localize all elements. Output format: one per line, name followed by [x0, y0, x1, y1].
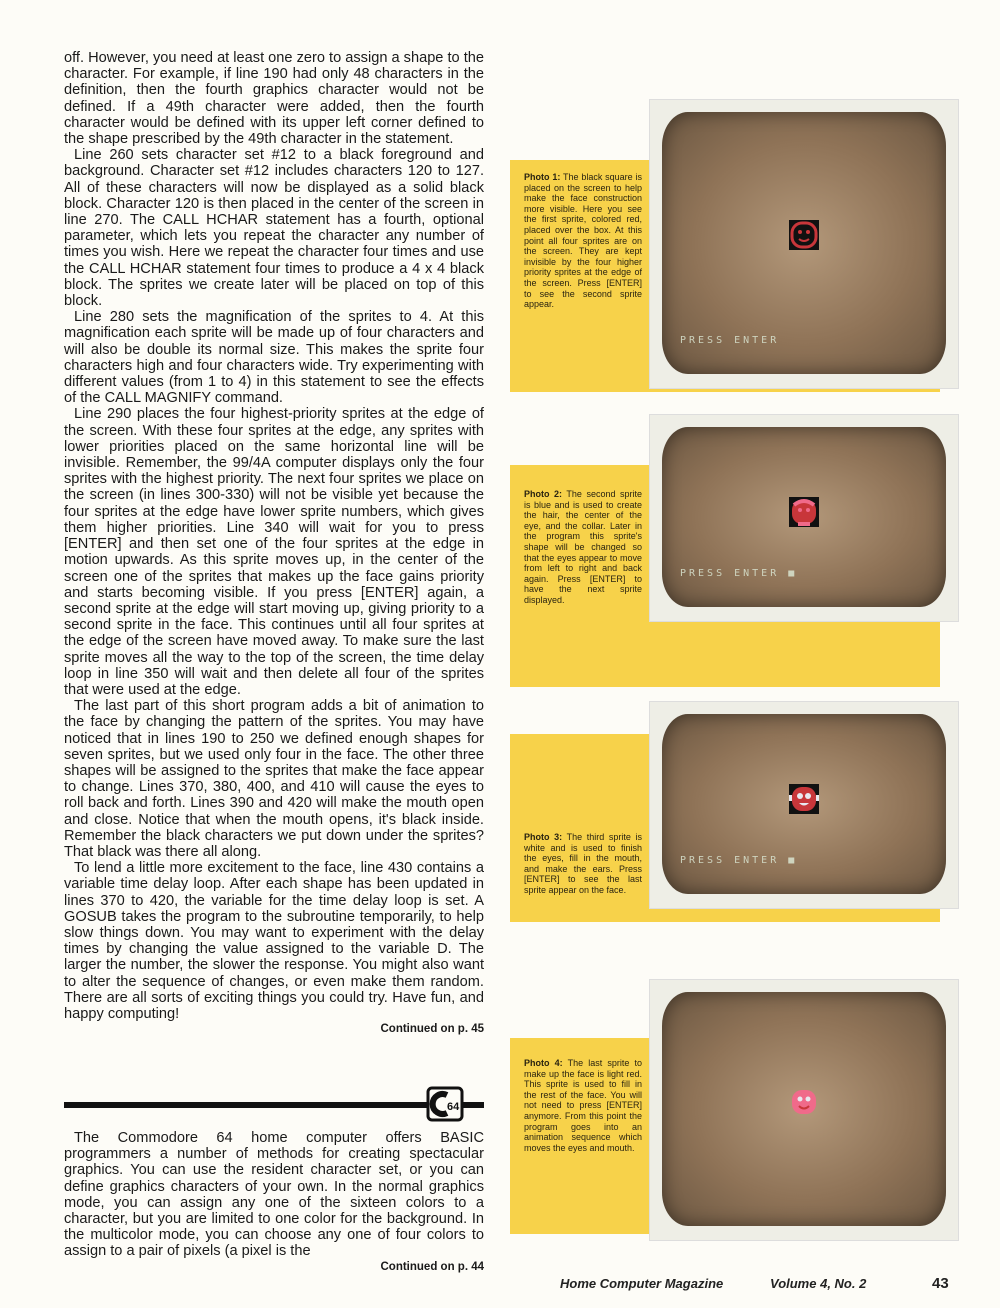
paragraph: The last part of this short program adds a bit of animation to the face by changing the pattern of the sprites. You may have noticed that in lines 190 to 250 we defined enough shapes for seven sprites, but we used only four in the face. The other three shapes will be assigned to the sprites that make the face appear to change. Lines 370, 380, 400, and 410 will cause the eyes to roll back and forth. Lines 390 and 420 will make the mouth open and close. Notice that when the mouth opens, it's black inside. Remember the black characters we put down under the sprites? That black was there all along. [64, 698, 484, 860]
monitor-photo [650, 100, 958, 388]
c64-column [64, 1130, 484, 1274]
photo-caption [524, 1058, 642, 1153]
caption-text: The third sprite is white and is used to finish the eyes, fill in the mouth, and make the ears. Press [ENTER] to see the last sprite appear on the face. [524, 832, 642, 895]
c64-section-divider [64, 1086, 484, 1122]
screen-prompt: PRESS ENTER ■ [680, 568, 798, 579]
paragraph: Line 260 sets character set #12 to a black foreground and background. Character set #12 includes characters 120 to 127. All of these characters will now be displayed as a solid black block. Character 120 is then placed in the center of the screen in line 270. The CALL HCHAR statement has a fourth, optional parameter, which lets you repeat the character any number of times you wish. Here we repeat the character four times and use the CALL HCHAR statement four times to produce a 4 x 4 black block. The sprites we create later will be placed on top of this block. [64, 147, 484, 310]
photo-1 [510, 100, 958, 400]
photo-label: Photo 2: [524, 489, 563, 499]
volume-info: Volume 4, No. 2 [770, 1276, 867, 1291]
paragraph: off. However, you need at least one zero to assign a shape to the character. For example, if line 190 had only 48 characters in the definition, then the fourth graphics character would not be defined. If a 49th character were added, then the fourth character would be defined with its upper left corner defined to the shape prescribed by the 49th character in the statement. [64, 50, 484, 148]
photo-label: Photo 3: [524, 832, 563, 842]
sprite-face [789, 220, 819, 250]
crt-screen [662, 112, 946, 374]
paragraph: To lend a little more excitement to the face, line 430 contains a variable time delay loop. After each shape has been updated in lines 370 to 420, the variable for the time delay loop is set. A GOSUB takes the program to the subroutine temporarily, to help slow things down. You may want to experiment with the delay times by changing the value assigned to the variable D. The larger the number, the slower the response. You might also want to alter the sequence of changes, or even make them random. There are all sorts of exciting things you could try. Have fun, and happy computing! [64, 860, 484, 1022]
paragraph: Line 290 places the four highest-priority sprites at the edge of the screen. With these four sprites at the edge, any sprites with lower priorities placed on the same horizontal line will be invisible. Remember, the 99/4A computer displays only the four sprites with the highest priority. The next four sprites we place on the screen (in lines 300-330) will not be visible yet because the four sprites at the edge have lower sprite numbers, which gives them higher priorities. Line 340 will wait for you to press [ENTER] and then set one of the four sprites at the edge in motion upwards. As this sprite moves up, in the center of the screen one of the sprites that makes up the face gains priority and starts becoming visible. If you press [ENTER] again, a second sprite at the edge will start moving up, giving priority to a second sprite in the face. This continues until all four sprites at the edge of the screen have moved away. To make sure the last sprite moves all the way to the top of the screen, the time delay loop in line 350 will wait and then delete all four of the sprites that were used at the edge. [64, 406, 484, 698]
monitor-photo [650, 980, 958, 1240]
screen-prompt: PRESS ENTER ■ [680, 855, 798, 866]
monitor-photo [650, 702, 958, 908]
monitor-photo [650, 415, 958, 621]
screen-prompt: PRESS ENTER [680, 335, 780, 346]
photo-2 [510, 415, 958, 715]
photo-4 [510, 980, 958, 1230]
continued-note: Continued on p. 44 [380, 1260, 484, 1273]
photo-3 [510, 702, 958, 922]
c64-logo-icon [64, 1086, 484, 1122]
sprite-face [789, 497, 819, 527]
crt-screen [662, 714, 946, 894]
sprite-face [789, 784, 819, 814]
caption-text: The last sprite to make up the face is light red. This sprite is used to fill in the rest of the face. You will not need to press [ENTER] anymore. From this point the program goes into an animation sequence which moves the eyes and mouth. [524, 1058, 642, 1153]
photo-caption [524, 172, 642, 310]
photo-caption [524, 832, 642, 896]
magazine-name: Home Computer Magazine [560, 1276, 724, 1291]
article-column [64, 50, 484, 1090]
crt-screen [662, 427, 946, 607]
continued-note: Continued on p. 45 [380, 1023, 484, 1036]
paragraph: The Commodore 64 home computer offers BASIC programmers a number of methods for creating spectacular graphics. You can use the resident character set, or you can define graphics characters of your own. In the normal graphics mode, you can assign any one of the sixteen colors to a character, but you are limited to one color for the background. In the multicolor mode, you can choose any one of four colors to assign to a pair of pixels (a pixel is the [64, 1130, 484, 1260]
paragraph: Line 280 sets the magnification of the sprites to 4. At this magnification each sprite will be made up of four characters and will also be double its normal size. This makes the sprite four characters high and four characters wide. Try experimenting with different values (from 1 to 4) in this statement to see the effects of the CALL MAGNIFY command. [64, 309, 484, 407]
sprite-face [789, 1087, 819, 1117]
c64-logo-text: 64 [447, 1101, 460, 1113]
page-number: 43 [932, 1275, 949, 1292]
photo-label: Photo 4: [524, 1058, 563, 1068]
photo-label: Photo 1: [524, 172, 561, 182]
caption-text: The black square is placed on the screen to help make the face construction more visible. Here you see the first sprite, colored red, placed over the box. At this point all four sprites are on the screen. They are kept invisible by the four higher priority sprites at the edge of the screen. Press [ENTER] to see the second sprite appear. [524, 172, 643, 310]
caption-text: The second sprite is blue and is used to create the hair, the center of the eye, and the collar. Later in the program this sprite's shape will be changed so that the eyes appear to move from left to right and back again. Press [ENTER] to have the next sprite displayed. [524, 489, 642, 605]
crt-screen [662, 992, 946, 1226]
photo-caption [524, 489, 642, 606]
